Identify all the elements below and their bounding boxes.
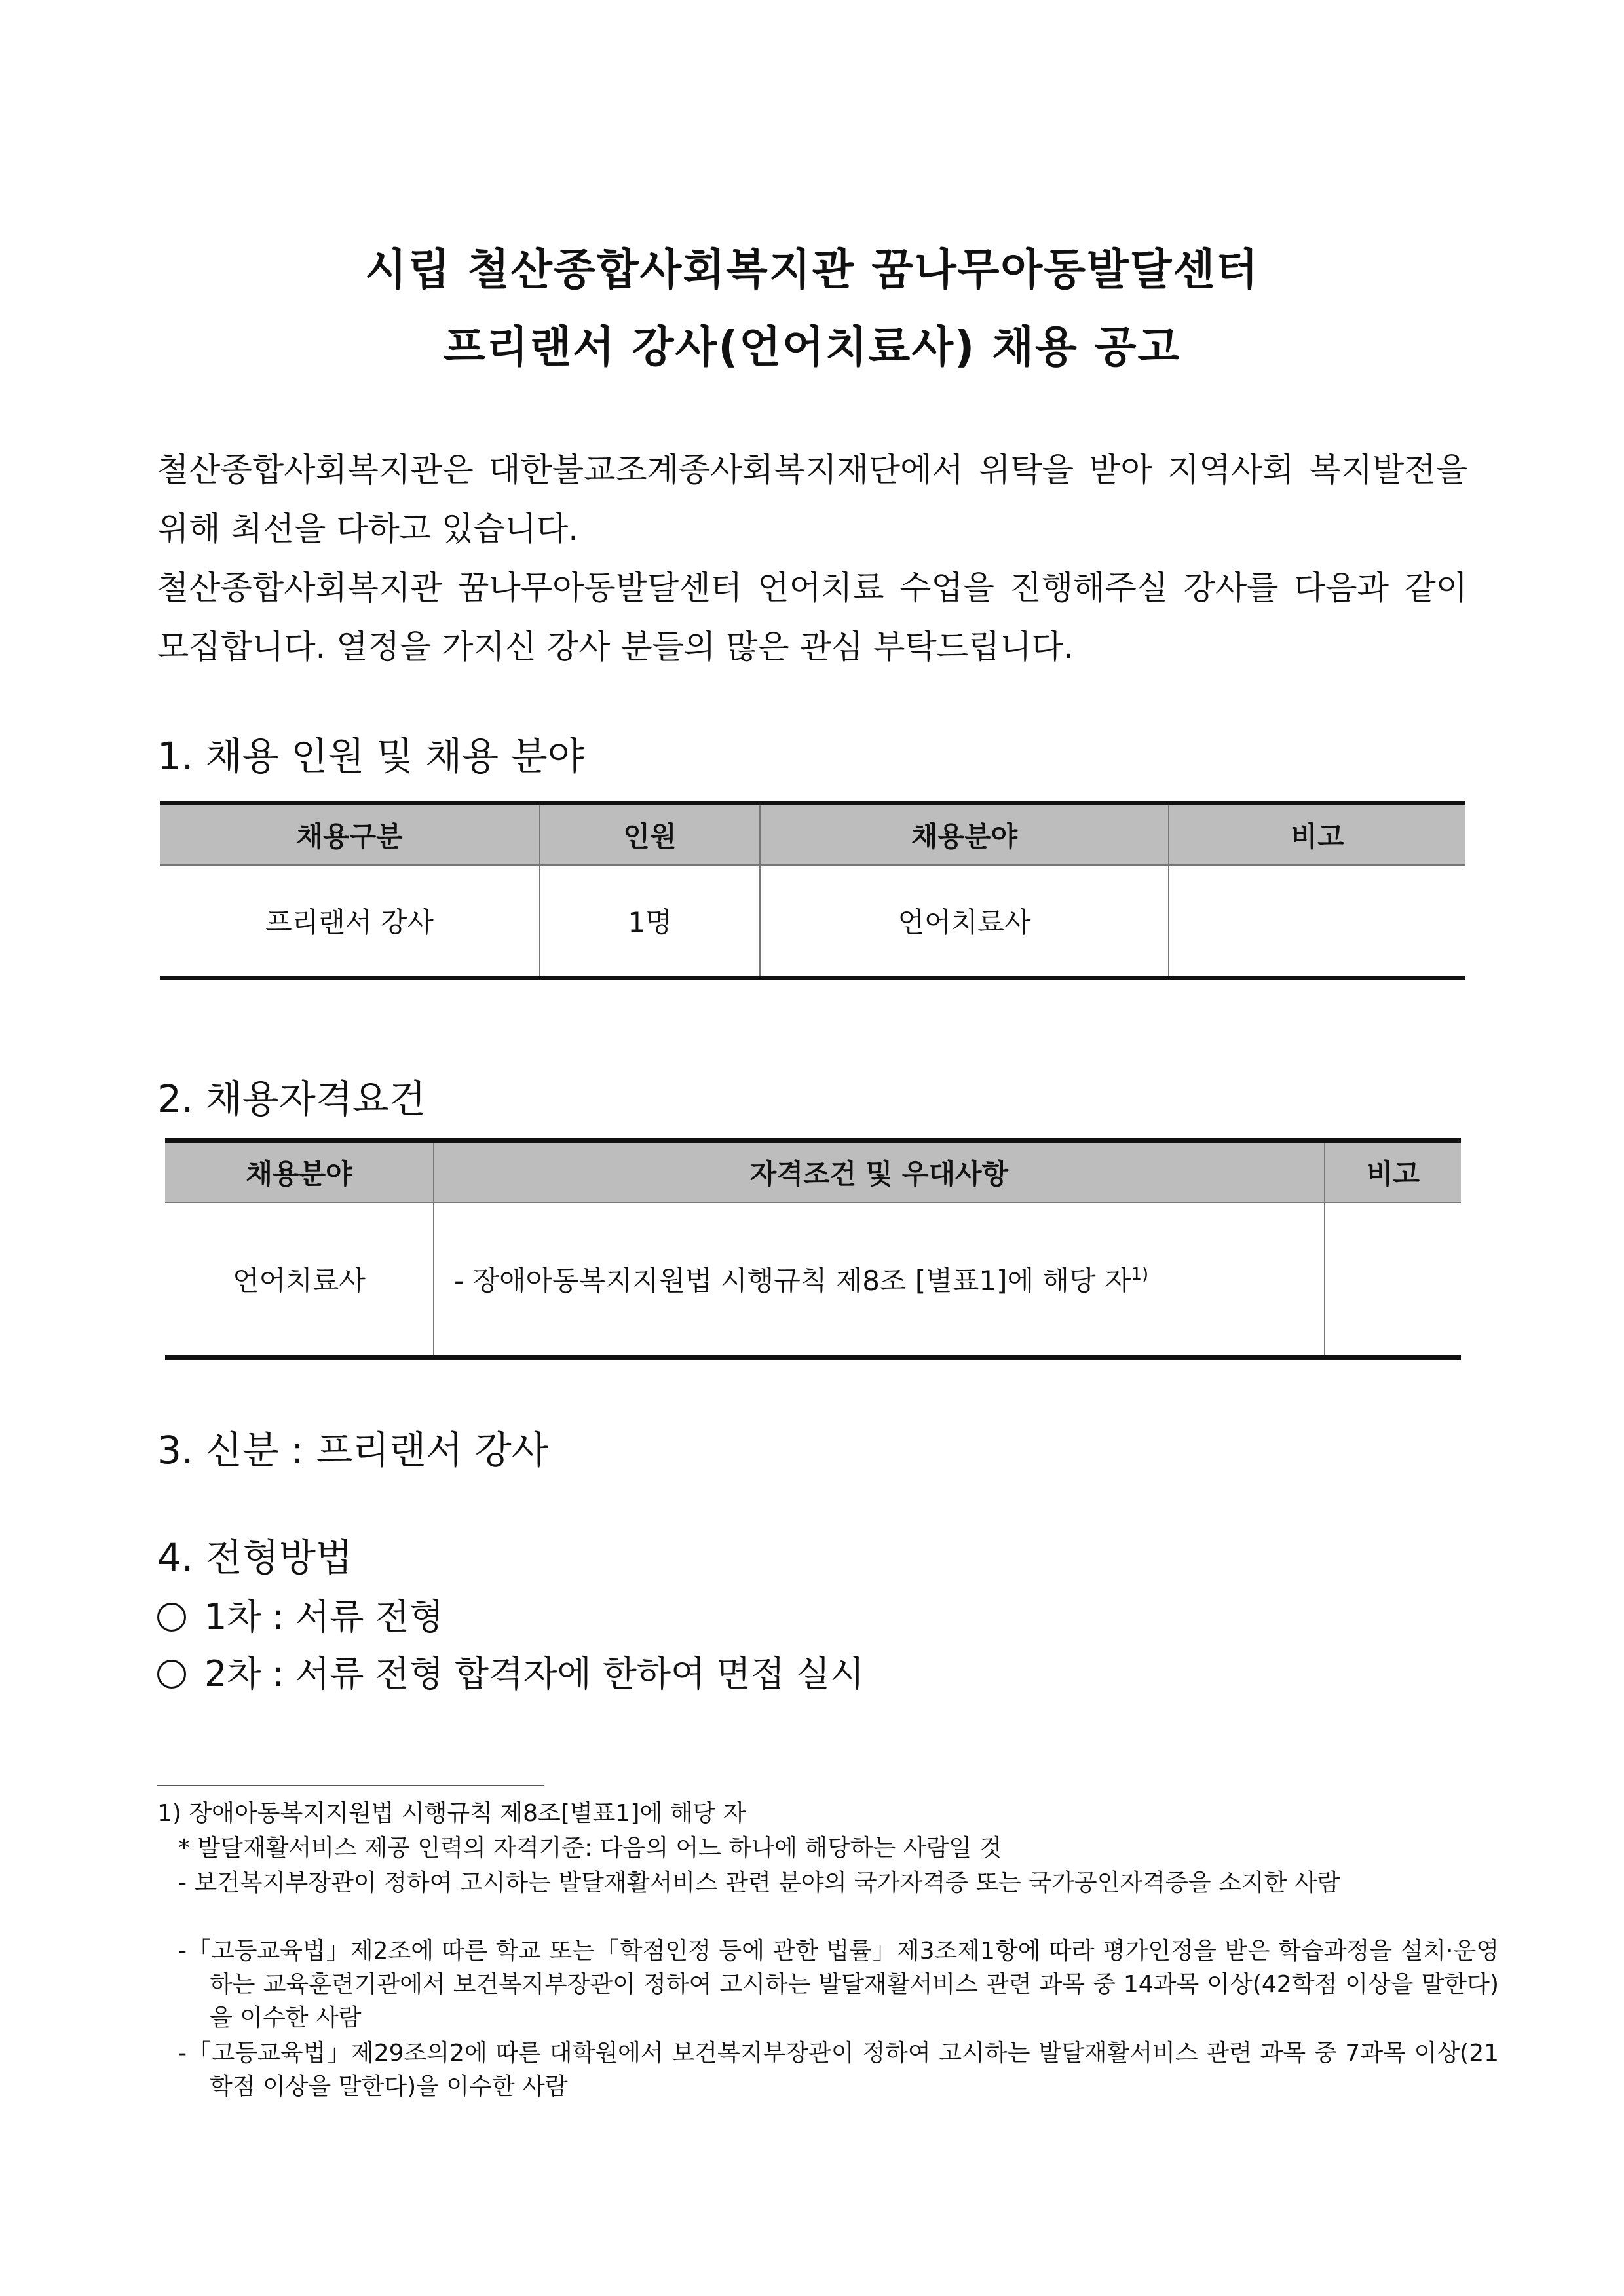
selection-step-1 bbox=[157, 1589, 444, 1639]
qualification-table bbox=[165, 1138, 1461, 1360]
document-title-line1: 시립 철산종합사회복지관 꿈나무아동발달센터 bbox=[364, 244, 1260, 295]
selection-step-2 bbox=[157, 1646, 864, 1696]
requirement-text: - 장애아동복지지원법 시행규칙 제8조 [별표1]에 해당 자 bbox=[454, 1265, 1131, 1297]
section-heading-status: 3. 신분 : 프리랜서 강사 bbox=[157, 1428, 548, 1472]
column-header: 비고 bbox=[1169, 803, 1465, 866]
footnote-item: -「고등교육법」제2조에 따른 학교 또는「학점인정 등에 관한 법률」제3조제1항에 따라 평가인정을 받은 학습과정을 설치·운영하는 교육훈련기관에서 보건복지부장관이 정하여 고시하는 발달재활서비스 관련 과목 중 14과목 이상(42학점 이상을 말한다)을 이수한 사람 bbox=[178, 1938, 1499, 2031]
section-heading-qualifications: 2. 채용자격요건 bbox=[157, 1077, 426, 1121]
circle-bullet-icon bbox=[157, 1660, 186, 1689]
intro-paragraph-1: 철산종합사회복지관은 대한불교조계종사회복지재단에서 위탁을 받아 지역사회 복지발전을 위해 최선을 다하고 있습니다. bbox=[157, 451, 1467, 548]
table-cell: 언어치료사 bbox=[760, 865, 1169, 978]
footnote-item: -「고등교육법」제29조의2에 따른 대학원에서 보건복지부장관이 정하여 고시하는 발달재활서비스 관련 과목 중 7과목 이상(21학점 이상을 말한다)을 이수한 사람 bbox=[178, 2040, 1499, 2100]
column-header: 비고 bbox=[1325, 1141, 1461, 1203]
footnote-divider bbox=[157, 1785, 544, 1786]
table-cell: 프리랜서 강사 bbox=[160, 865, 540, 978]
column-header: 채용분야 bbox=[165, 1141, 434, 1203]
table-row bbox=[160, 865, 1465, 978]
table-row bbox=[165, 1202, 1461, 1358]
column-header: 인원 bbox=[540, 803, 760, 866]
table-cell-field: 언어치료사 bbox=[165, 1202, 434, 1358]
table-cell-requirement bbox=[434, 1202, 1325, 1358]
recruitment-table bbox=[160, 801, 1465, 980]
column-header: 채용구분 bbox=[160, 803, 540, 866]
table-cell-note bbox=[1325, 1202, 1461, 1358]
column-header: 자격조건 및 우대사항 bbox=[434, 1141, 1325, 1203]
footnote-heading: 1) 장애아동복지지원법 시행규칙 제8조[별표1]에 해당 자 bbox=[157, 1800, 746, 1827]
footnote-item: - 보건복지부장관이 정하여 고시하는 발달재활서비스 관련 분야의 국가자격증 또는 국가공인자격증을 소지한 사람 bbox=[178, 1869, 1340, 1896]
footnote-marker: 1) bbox=[1131, 1265, 1149, 1284]
selection-step-text: 2차 : 서류 전형 합격자에 한하여 면접 실시 bbox=[204, 1653, 865, 1694]
document-title-line2: 프리랜서 강사(언어치료사) 채용 공고 bbox=[443, 322, 1181, 372]
table-cell bbox=[1169, 865, 1465, 978]
table-header-row bbox=[165, 1141, 1461, 1203]
section-heading-recruitment: 1. 채용 인원 및 채용 분야 bbox=[157, 734, 584, 778]
column-header: 채용분야 bbox=[760, 803, 1169, 866]
intro-paragraph-2: 철산종합사회복지관 꿈나무아동발달센터 언어치료 수업을 진행해주실 강사를 다음과 같이 모집합니다. 열정을 가지신 강사 분들의 많은 관심 부탁드립니다. bbox=[157, 569, 1467, 666]
intro-paragraphs bbox=[157, 440, 1467, 676]
section-heading-selection: 4. 전형방법 bbox=[157, 1535, 352, 1580]
circle-bullet-icon bbox=[157, 1603, 186, 1632]
table-cell: 1명 bbox=[540, 865, 760, 978]
selection-step-text: 1차 : 서류 전형 bbox=[204, 1596, 444, 1637]
footnote-criteria: * 발달재활서비스 제공 인력의 자격기준: 다음의 어느 하나에 해당하는 사람일 것 bbox=[178, 1835, 1002, 1862]
table-header-row bbox=[160, 803, 1465, 866]
